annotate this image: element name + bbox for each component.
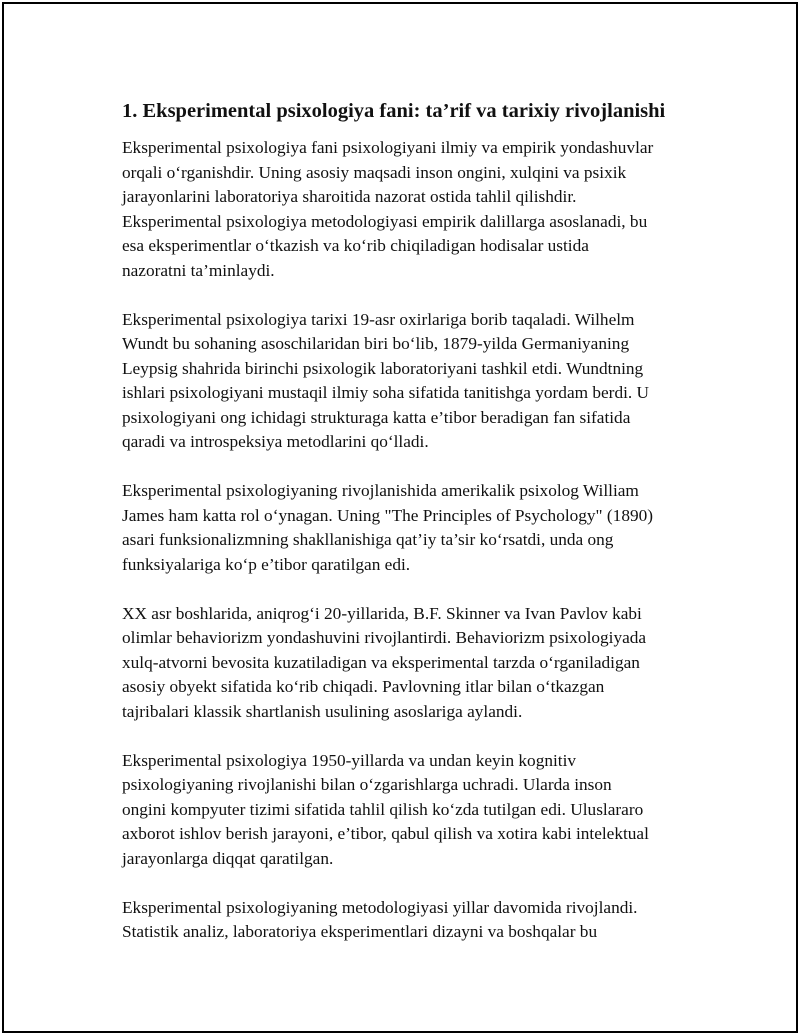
- text-line: qaradi va introspeksiya metodlarini qo‘lladi.: [122, 432, 429, 451]
- text-line: James ham katta rol o‘ynagan. Uning "The Principles of Psychology" (1890): [122, 505, 654, 525]
- text-line: Statistik analiz, laboratoriya eksperimentlari dizayni va boshqalar bu: [122, 922, 598, 941]
- document-body: [122, 98, 692, 969]
- paragraph: [122, 896, 692, 945]
- text-line: psixologiyaning rivojlanishi bilan o‘zgarishlarga uchradi. Ularda inson: [122, 775, 612, 794]
- text-line: Eksperimental psixologiya tarixi 19-asr oxirlariga borib taqaladi. Wilhelm: [122, 309, 635, 329]
- text-line: Eksperimental psixologiya 1950-yillarda va undan keyin kognitiv: [122, 750, 577, 770]
- text-line: esa eksperimentlar o‘tkazish va ko‘rib chiqiladigan hodisalar ustida: [122, 236, 589, 255]
- text-line: Eksperimental psixologiya fani psixologiyani ilmiy va empirik yondashuvlar: [122, 138, 654, 157]
- text-line: olimlar behaviorizm yondashuvini rivojlantirdi. Behaviorizm psixologiyada: [122, 628, 647, 647]
- section-heading: 1. Eksperimental psixologiya fani: ta’rif va tarixiy rivojlanishi: [122, 100, 666, 122]
- text-line: Eksperimental psixologiya metodologiyasi empirik dalillarga asoslanadi, bu: [122, 211, 648, 231]
- text-line: Eksperimental psixologiyaning rivojlanishida amerikalik psixolog William: [122, 481, 639, 500]
- text-line: xulq-atvorni bevosita kuzatiladigan va eksperimental tarzda o‘rganiladigan: [122, 652, 640, 672]
- text-line: nazoratni ta’minlaydi.: [122, 260, 275, 280]
- text-line: ishlari psixologiyani mustaqil ilmiy soha sifatida tanitishga yordam berdi. U: [122, 383, 650, 402]
- text-line: Wundt bu sohaning asoschilaridan biri bo‘lib, 1879-yilda Germaniyaning: [122, 334, 630, 353]
- text-line: jarayonlarini laboratoriya sharoitida nazorat ostida tahlil qilishdir.: [122, 187, 577, 206]
- paragraph-container: [122, 136, 692, 945]
- paragraph: [122, 602, 692, 725]
- text-line: tajribalari klassik shartlanish usulining asoslariga aylandi.: [122, 701, 523, 721]
- paragraph: [122, 136, 692, 283]
- text-line: orqali o‘rganishdir. Uning asosiy maqsadi inson ongini, xulqini va psixik: [122, 162, 627, 182]
- paragraph: [122, 749, 692, 872]
- text-line: axborot ishlov berish jarayoni, e’tibor, qabul qilish va xotira kabi intelektual: [122, 824, 649, 843]
- text-line: psixologiyani ong ichidagi strukturaga katta e’tibor beradigan fan sifatida: [122, 407, 631, 427]
- text-line: asari funksionalizmning shakllanishiga qat’iy ta’sir ko‘rsatdi, unda ong: [122, 530, 614, 549]
- paragraph: [122, 308, 692, 455]
- text-line: Eksperimental psixologiyaning metodologiyasi yillar davomida rivojlandi.: [122, 897, 638, 917]
- text-line: jarayonlarga diqqat qaratilgan.: [122, 848, 334, 868]
- page-frame: [2, 2, 798, 1033]
- text-line: ongini kompyuter tizimi sifatida tahlil qilish ko‘zda tutilgan edi. Uluslararo: [122, 799, 644, 819]
- text-line: asosiy obyekt sifatida ko‘rib chiqadi. Pavlovning itlar bilan o‘tkazgan: [122, 677, 605, 696]
- paragraph: [122, 479, 692, 577]
- text-line: XX asr boshlarida, aniqrog‘i 20-yillarida, B.F. Skinner va Ivan Pavlov kabi: [122, 603, 642, 623]
- text-line: funksiyalariga ko‘p e’tibor qaratilgan edi.: [122, 554, 411, 574]
- text-line: Leypsig shahrida birinchi psixologik laboratoriyani tashkil etdi. Wundtning: [122, 358, 644, 378]
